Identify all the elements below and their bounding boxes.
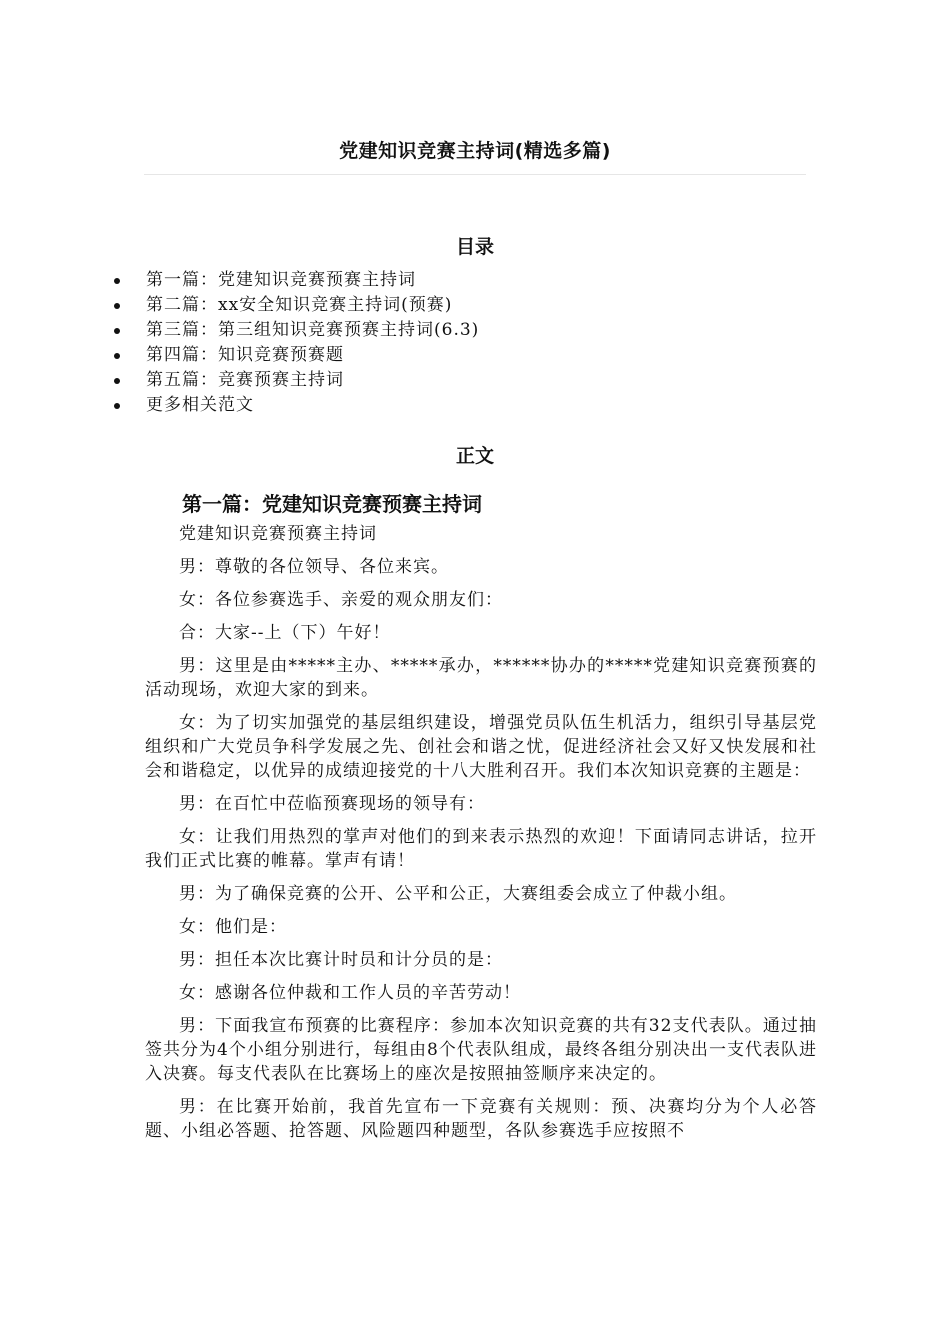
paragraph: 男：尊敬的各位领导、各位来宾。 <box>179 557 449 577</box>
body-heading: 正文 <box>455 445 494 467</box>
paragraph: 男：这里是由*****主办、*****承办，******协办的*****党建知识竞赛预赛的活动现场，欢迎大家的到来。 <box>145 656 817 700</box>
paragraph: 女：感谢各位仲裁和工作人员的辛苦劳动！ <box>179 983 521 1003</box>
title-divider <box>144 174 806 175</box>
paragraph: 男：为了确保竞赛的公开、公平和公正，大赛组委会成立了仲裁小组。 <box>179 884 737 904</box>
paragraph: 合：大家--上（下）午好！ <box>179 623 391 643</box>
paragraph: 男：在百忙中莅临预赛现场的领导有： <box>179 794 485 814</box>
paragraph: 女：各位参赛选手、亲爱的观众朋友们： <box>179 590 503 610</box>
paragraph: 女：他们是： <box>179 917 287 937</box>
paragraph: 党建知识竞赛预赛主持词 <box>179 524 377 544</box>
toc-item-label: 第四篇：知识竞赛预赛题 <box>146 345 344 365</box>
toc-item[interactable] <box>112 293 479 318</box>
toc-item[interactable] <box>112 368 479 393</box>
paragraph: 男：下面我宣布预赛的比赛程序：参加本次知识竞赛的共有32支代表队。通过抽签共分为4个小组分别进行，每组由8个代表队组成，最终各组分别决出一支代表队进入决赛。每支代表队在比赛场上的座次是按照抽签顺序来决定的。 <box>145 1016 817 1084</box>
toc-list <box>112 268 479 418</box>
article-content <box>145 522 817 1152</box>
article-title: 第一篇：党建知识竞赛预赛主持词 <box>182 492 482 516</box>
toc-item-label: 第二篇：xx安全知识竞赛主持词(预赛) <box>146 295 453 315</box>
toc-item[interactable] <box>112 343 479 368</box>
toc-item-label: 更多相关范文 <box>146 395 254 415</box>
toc-item-label: 第五篇：竞赛预赛主持词 <box>146 370 344 390</box>
toc-item[interactable] <box>112 318 479 343</box>
toc-item-label: 第三篇：第三组知识竞赛预赛主持词(6.3) <box>146 320 480 340</box>
bullet-icon <box>114 378 120 384</box>
toc-item-label: 第一篇：党建知识竞赛预赛主持词 <box>146 270 416 290</box>
bullet-icon <box>114 328 120 334</box>
paragraph: 男：担任本次比赛计时员和计分员的是： <box>179 950 503 970</box>
document-title: 党建知识竞赛主持词(精选多篇) <box>339 140 611 162</box>
bullet-icon <box>114 303 120 309</box>
bullet-icon <box>114 278 120 284</box>
paragraph: 男：在比赛开始前，我首先宣布一下竞赛有关规则：预、决赛均分为个人必答题、小组必答题、抢答题、风险题四种题型，各队参赛选手应按照不 <box>145 1097 817 1141</box>
paragraph: 女：让我们用热烈的掌声对他们的到来表示热烈的欢迎！下面请同志讲话，拉开我们正式比赛的帷幕。掌声有请！ <box>145 827 817 871</box>
paragraph: 女：为了切实加强党的基层组织建设，增强党员队伍生机活力，组织引导基层党组织和广大党员争科学发展之先、创社会和谐之忧，促进经济社会又好又快发展和社会和谐稳定，以优异的成绩迎接党的十八大胜利召开。我们本次知识竞赛的主题是： <box>145 713 817 781</box>
toc-item[interactable] <box>112 268 479 293</box>
bullet-icon <box>114 403 120 409</box>
toc-heading: 目录 <box>455 236 494 258</box>
bullet-icon <box>114 353 120 359</box>
toc-item[interactable] <box>112 393 479 418</box>
